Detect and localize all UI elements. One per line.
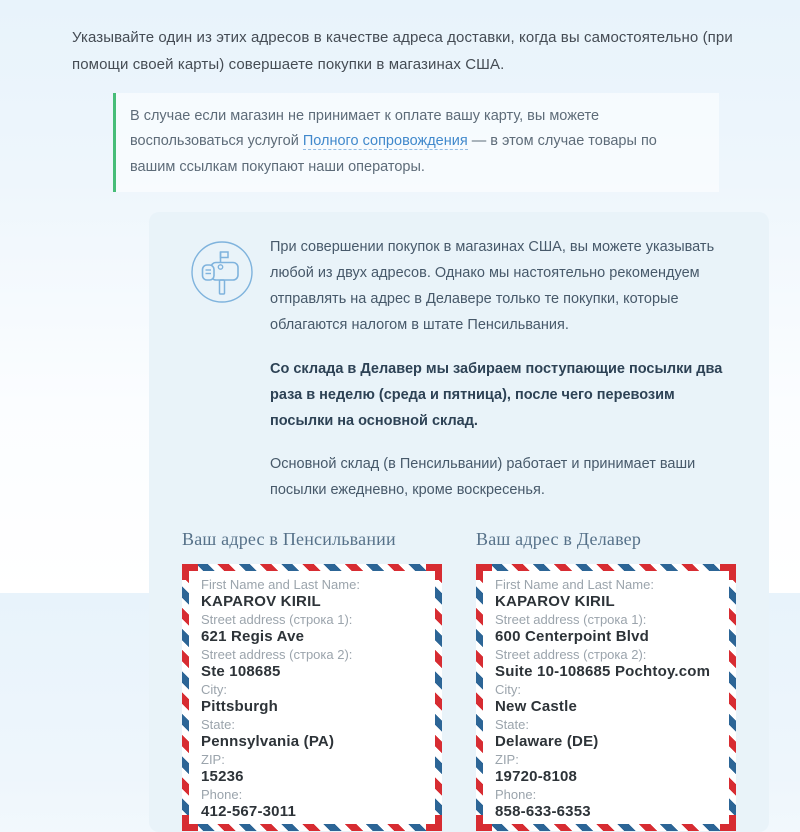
field-value: Suite 10-108685 Pochtoy.com [495, 662, 711, 680]
field-phone [201, 787, 423, 820]
airmail-corner [476, 815, 492, 831]
airmail-corner [720, 815, 736, 831]
field-label: ZIP: [495, 751, 519, 767]
delaware-address-card [476, 564, 736, 831]
field-value: 19720-8108 [495, 767, 578, 785]
address-column-pennsylvania [182, 529, 442, 831]
callout-text-before: В случае если магазин не принимает к оплате вашу карту, вы можете воспользоваться услугой [130, 108, 600, 150]
airmail-corner [720, 564, 736, 580]
page-content [72, 0, 736, 832]
field-label: City: [495, 681, 521, 697]
address-fields [189, 571, 435, 824]
airmail-corner [182, 815, 198, 831]
mailbox-icon [190, 240, 254, 309]
airmail-corner [426, 815, 442, 831]
intro-paragraph: Указывайте один из этих адресов в качестве адреса доставки, когда вы самостоятельно (при помощи своей карты) совершаете покупки в магазинах США. [72, 29, 733, 73]
address-fields [483, 571, 729, 824]
panel-description [182, 228, 736, 503]
pennsylvania-address-title: Ваш адрес в Пенсильвании [182, 528, 396, 549]
panel-paragraph-3: Основной склад (в Пенсильвании) работает и принимает ваши посылки ежедневно, кроме воскресенья. [270, 455, 696, 498]
field-value: Pittsburgh [201, 697, 278, 715]
field-name [201, 577, 423, 610]
field-value: 600 Centerpoint Blvd [495, 627, 650, 645]
field-city [495, 682, 717, 715]
airmail-border-top [476, 564, 736, 571]
field-value: Pennsylvania (PA) [201, 732, 335, 750]
field-street1 [201, 612, 423, 645]
field-zip [201, 752, 423, 785]
field-label: Street address (строка 1): [495, 611, 647, 627]
callout-text-after: — в этом случае товары по вашим ссылкам покупают наши операторы. [130, 133, 657, 175]
airmail-border-right [729, 564, 736, 831]
field-street2 [495, 647, 717, 680]
addresses-info-panel [149, 212, 769, 832]
field-street2 [201, 647, 423, 680]
field-label: First Name and Last Name: [201, 576, 360, 592]
full-support-callout [113, 93, 719, 192]
field-label: State: [201, 716, 235, 732]
airmail-corner [426, 564, 442, 580]
field-label: City: [201, 681, 227, 697]
airmail-border-left [182, 564, 189, 831]
field-value: KAPAROV KIRIL [201, 592, 321, 610]
field-value: KAPAROV KIRIL [495, 592, 615, 610]
field-street1 [495, 612, 717, 645]
field-value: 858-633-6353 [495, 802, 591, 820]
field-state [201, 717, 423, 750]
field-label: Phone: [495, 786, 537, 802]
field-label: ZIP: [201, 751, 225, 767]
field-value: 15236 [201, 767, 244, 785]
airmail-border-bottom [182, 824, 442, 831]
airmail-border-bottom [476, 824, 736, 831]
field-value: Ste 108685 [201, 662, 281, 680]
field-zip [495, 752, 717, 785]
field-state [495, 717, 717, 750]
airmail-border-left [476, 564, 483, 831]
field-city [201, 682, 423, 715]
field-phone [495, 787, 717, 820]
field-label: Street address (строка 2): [495, 646, 647, 662]
panel-paragraph-2: Со склада в Делавер мы забираем поступающие посылки два раза в неделю (среда и пятница), после чего перевозим посылки на основной склад. [270, 360, 723, 429]
field-label: Street address (строка 2): [201, 646, 353, 662]
delaware-address-title: Ваш адрес в Делавер [476, 528, 642, 549]
address-columns [182, 529, 736, 831]
field-label: First Name and Last Name: [495, 576, 654, 592]
field-label: Phone: [201, 786, 243, 802]
airmail-corner [182, 564, 198, 580]
airmail-border-top [182, 564, 442, 571]
field-label: Street address (строка 1): [201, 611, 353, 627]
field-value: 621 Regis Ave [201, 627, 305, 645]
address-column-delaware [476, 529, 736, 831]
field-value: 412-567-3011 [201, 802, 296, 820]
airmail-border-right [435, 564, 442, 831]
full-support-link[interactable]: Полного сопровождения [302, 133, 468, 150]
airmail-corner [476, 564, 492, 580]
field-value: Delaware (DE) [495, 732, 599, 750]
field-name [495, 577, 717, 610]
pennsylvania-address-card [182, 564, 442, 831]
field-value: New Castle [495, 697, 578, 715]
panel-paragraph-1: При совершении покупок в магазинах США, вы можете указывать любой из двух адресов. Однако мы настоятельно рекомендуем отправлять на адрес в Делавере только те покупки, которые облагаются налогом в штате Пенсильвания. [270, 239, 715, 334]
field-label: State: [495, 716, 529, 732]
